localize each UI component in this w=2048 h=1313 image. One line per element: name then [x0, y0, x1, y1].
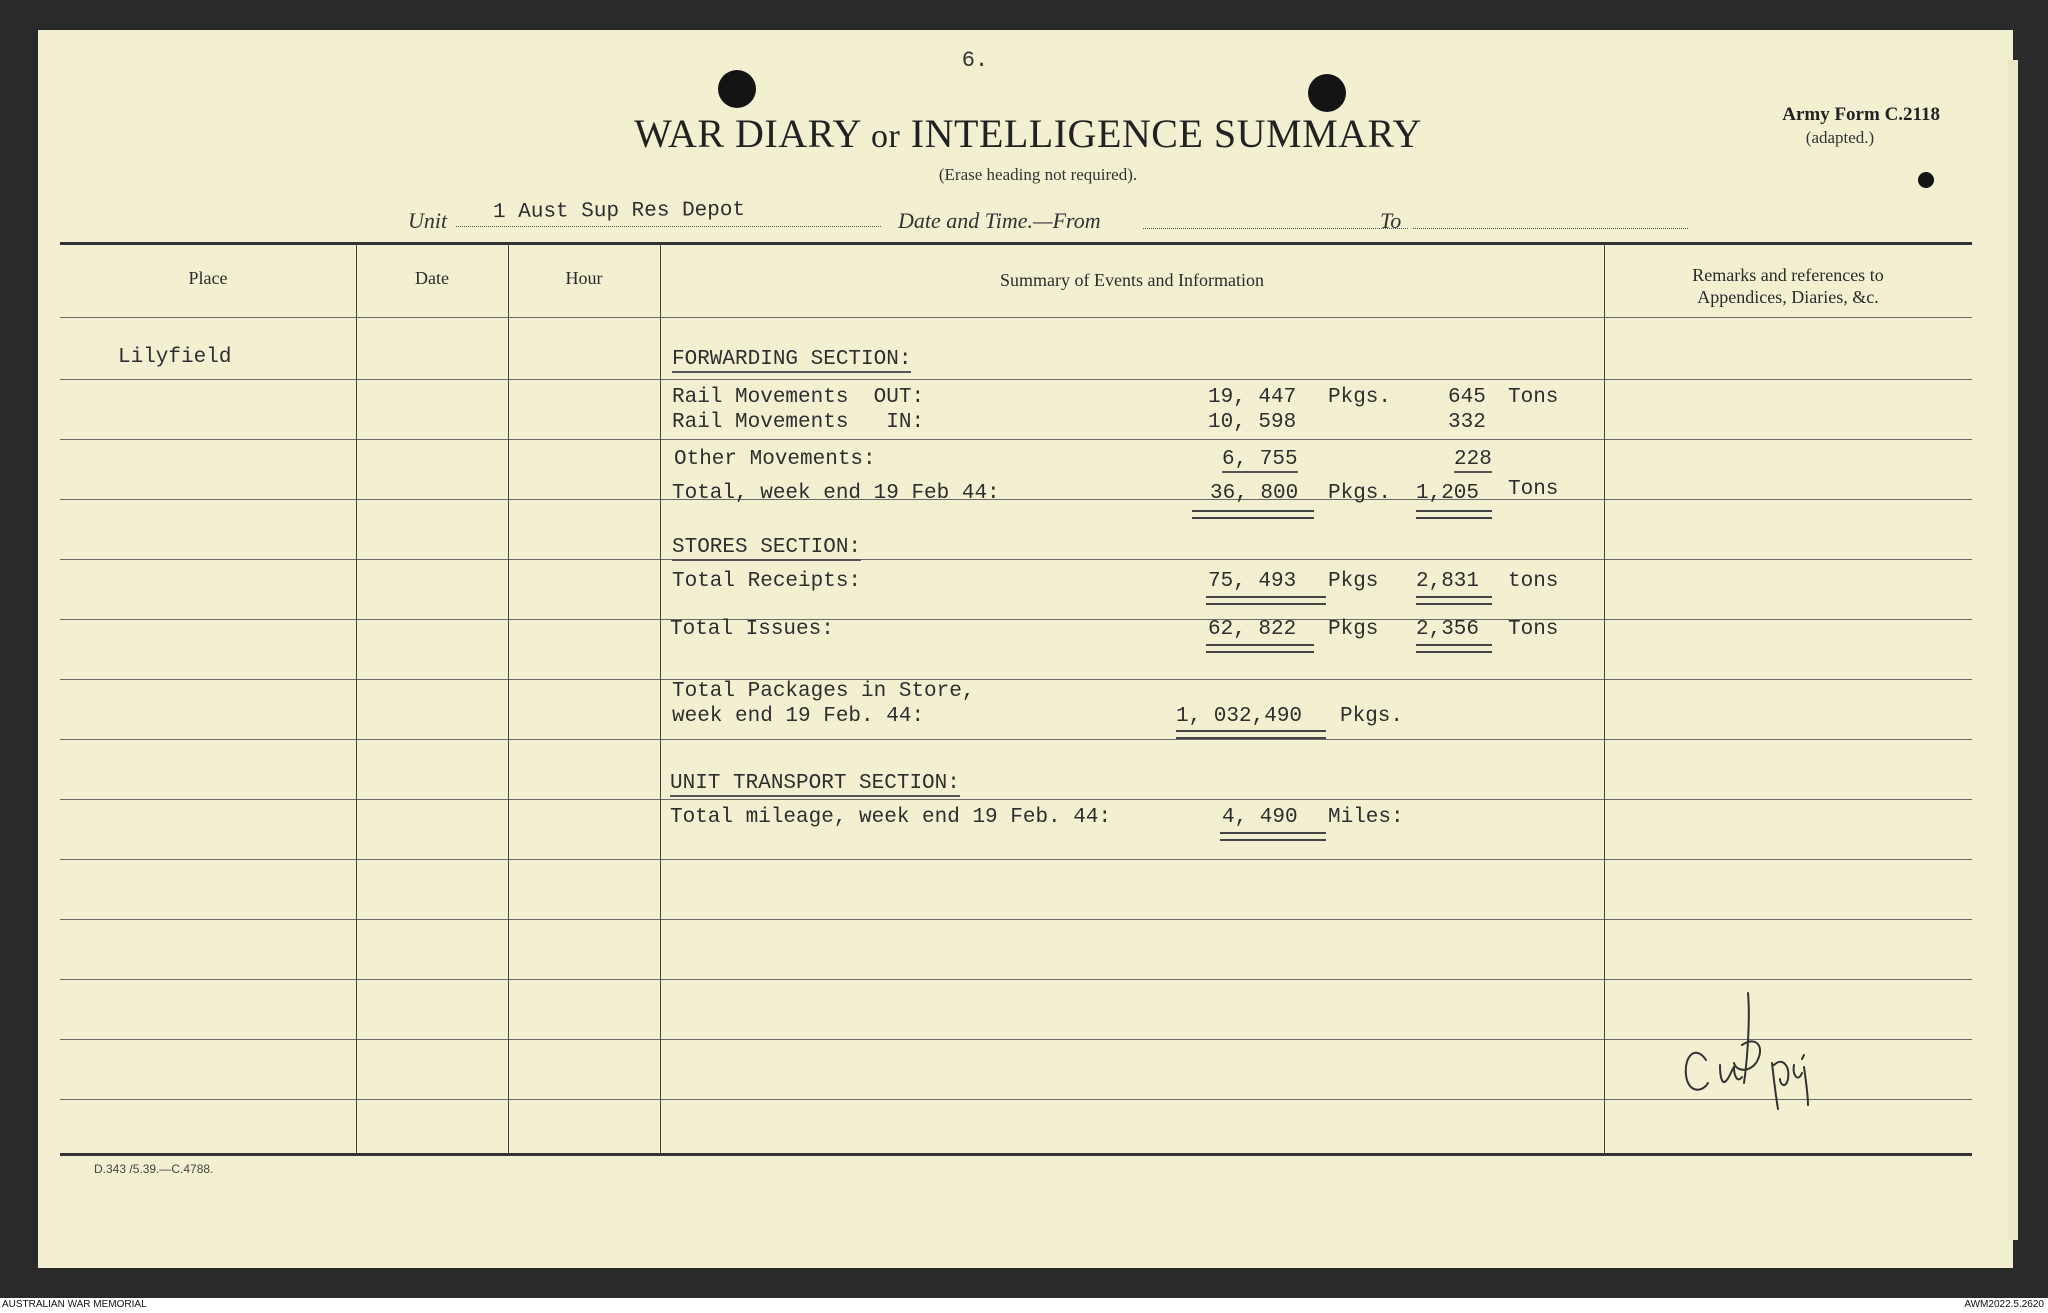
- row-rule: [60, 559, 1972, 560]
- mileage-value: 4, 490: [1222, 806, 1298, 829]
- double-underline: [1416, 644, 1492, 653]
- in-store-pkgs: 1, 032,490: [1176, 705, 1303, 728]
- unit-value: 1 Aust Sup Res Depot: [492, 198, 746, 225]
- in-store-pkgs-unit: Pkgs.: [1340, 705, 1404, 728]
- rail-out-pkgs: 19, 447: [1208, 386, 1297, 409]
- double-underline: [1192, 510, 1314, 519]
- row-rule: [60, 859, 1972, 860]
- signature: [1676, 985, 1836, 1110]
- date-time-from-label: Date and Time.—From: [898, 208, 1101, 233]
- receipts-pkgs: 75, 493: [1208, 570, 1297, 593]
- rail-in-pkgs: 10, 598: [1208, 411, 1297, 434]
- mileage-unit: Miles:: [1328, 806, 1404, 829]
- header-remarks: [1604, 264, 1972, 308]
- row-rule: [60, 499, 1972, 500]
- forwarding-total-label: Total, week end 19 Feb 44:: [672, 482, 1000, 505]
- archive-strip-right: AWM2022.5.2620: [1964, 1299, 2044, 1310]
- unit-dotted-line: [456, 226, 881, 227]
- row-rule: [60, 799, 1972, 800]
- issues-pkgs-unit: Pkgs: [1328, 618, 1379, 641]
- column-divider: [660, 244, 661, 1154]
- header-remarks-line2: Appendices, Diaries, &c.: [1697, 287, 1879, 307]
- double-underline: [1206, 596, 1326, 605]
- form-subtitle: (Erase heading not required).: [938, 165, 1138, 184]
- stores-section-heading: STORES SECTION:: [672, 536, 862, 559]
- header-place: Place: [188, 268, 228, 288]
- page-number: 6.: [961, 48, 989, 73]
- row-rule: [60, 679, 1972, 680]
- from-dotted-line: [1143, 228, 1408, 229]
- column-divider: [508, 244, 509, 1154]
- rail-out-tons: 645: [1448, 386, 1486, 409]
- row-rule: [60, 979, 1972, 980]
- receipts-tons-unit: tons: [1508, 570, 1559, 593]
- header-rule: [60, 317, 1972, 318]
- mileage-label: Total mileage, week end 19 Feb. 44:: [670, 806, 1112, 829]
- row-rule: [60, 439, 1972, 440]
- punch-hole-small: [1918, 172, 1934, 188]
- rail-in-label: Rail Movements IN:: [672, 411, 925, 434]
- title-intelligence-summary: INTELLIGENCE SUMMARY: [910, 111, 1422, 156]
- form-print-code: D.343 /5.39.—C.4788.: [94, 1162, 214, 1176]
- header-remarks-line1: Remarks and references to: [1692, 265, 1884, 285]
- header-date: Date: [415, 268, 449, 288]
- diary-page: [38, 30, 2013, 1268]
- receipts-tons: 2,831: [1416, 570, 1480, 593]
- column-divider: [356, 244, 357, 1154]
- issues-tons-unit: Tons: [1508, 618, 1559, 641]
- to-label: To: [1380, 208, 1402, 233]
- to-dotted-line: [1413, 228, 1688, 229]
- archive-strip: [0, 1298, 2048, 1313]
- archive-strip-left: AUSTRALIAN WAR MEMORIAL: [2, 1299, 147, 1310]
- rail-out-tons-unit: Tons: [1508, 386, 1559, 409]
- table-bottom-rule: [60, 1153, 1972, 1156]
- in-store-label-line2: week end 19 Feb. 44:: [672, 705, 925, 728]
- other-movements-tons: 228: [1454, 448, 1492, 471]
- header-summary: Summary of Events and Information: [1000, 270, 1264, 290]
- rail-out-pkgs-unit: Pkgs.: [1328, 386, 1392, 409]
- rail-out-label: Rail Movements OUT:: [672, 386, 925, 409]
- row-rule: [60, 619, 1972, 620]
- forwarding-total-pkgs-unit: Pkgs.: [1328, 482, 1392, 505]
- forwarding-total-pkgs: 36, 800: [1210, 482, 1299, 505]
- double-underline: [1416, 596, 1492, 605]
- page-edge: [2008, 60, 2018, 1240]
- other-movements-label: Other Movements:: [674, 448, 876, 471]
- double-underline: [1416, 510, 1492, 519]
- forwarding-total-tons: 1,205: [1416, 482, 1480, 505]
- double-underline: [1206, 644, 1314, 653]
- table-top-rule: [60, 242, 1972, 245]
- row-rule: [60, 919, 1972, 920]
- other-movements-pkgs: 6, 755: [1222, 448, 1298, 471]
- forwarding-section-heading: FORWARDING SECTION:: [672, 348, 912, 371]
- column-divider: [1604, 244, 1605, 1154]
- receipts-label: Total Receipts:: [672, 570, 862, 593]
- army-form-adapted: (adapted.): [1805, 128, 1875, 147]
- place-entry: Lilyfield: [118, 346, 232, 369]
- rail-in-tons: 332: [1448, 411, 1486, 434]
- row-rule: [60, 379, 1972, 380]
- issues-label: Total Issues:: [670, 618, 834, 641]
- issues-tons: 2,356: [1416, 618, 1480, 641]
- forwarding-total-tons-unit: Tons: [1508, 478, 1559, 501]
- title-or: or: [870, 118, 901, 155]
- in-store-label-line1: Total Packages in Store,: [672, 680, 975, 703]
- double-underline: [1176, 730, 1326, 739]
- punch-hole-right: [1308, 74, 1346, 112]
- double-underline: [1220, 832, 1326, 841]
- receipts-pkgs-unit: Pkgs: [1328, 570, 1379, 593]
- transport-section-heading: UNIT TRANSPORT SECTION:: [670, 772, 960, 795]
- header-hour: Hour: [565, 268, 603, 288]
- punch-hole-left: [718, 70, 756, 108]
- unit-label: Unit: [408, 208, 448, 233]
- army-form-id: Army Form C.2118: [1782, 104, 1940, 125]
- title-war-diary: WAR DIARY: [634, 111, 861, 156]
- row-rule: [60, 739, 1972, 740]
- issues-pkgs: 62, 822: [1208, 618, 1297, 641]
- form-title: [578, 110, 1478, 157]
